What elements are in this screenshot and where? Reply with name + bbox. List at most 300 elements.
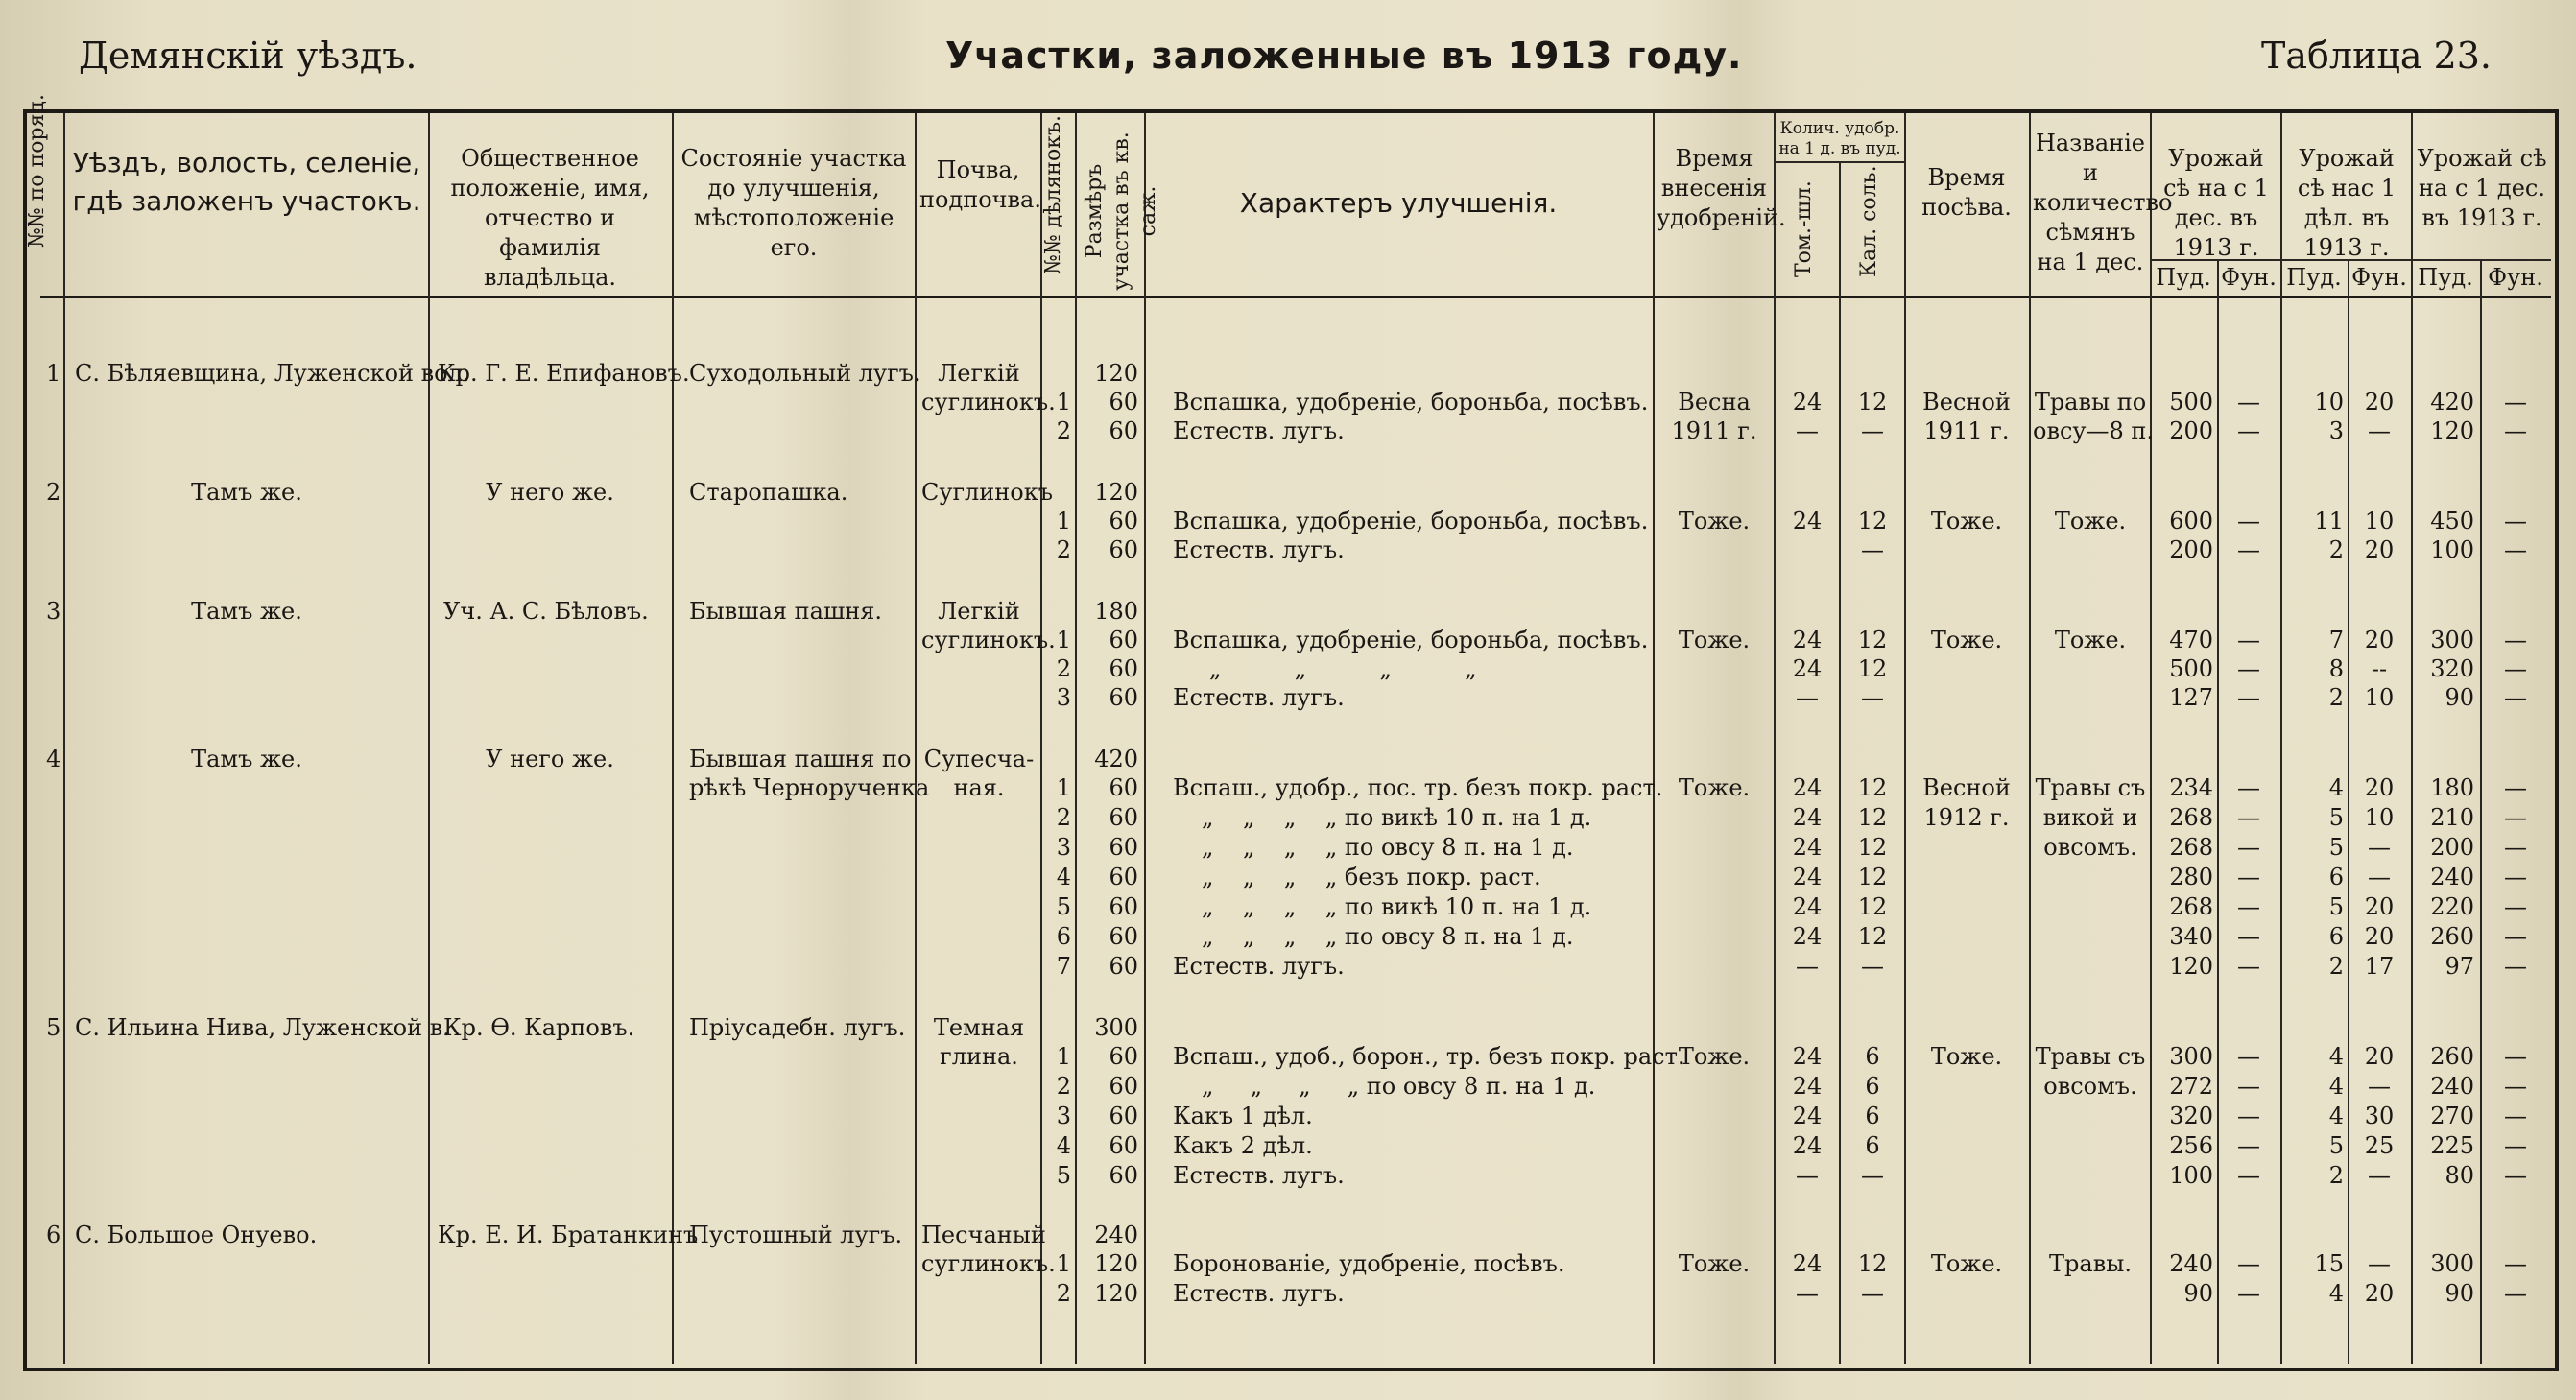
col-divider (1839, 161, 1841, 1364)
table-value: 12 (1857, 864, 1888, 890)
table-value: 10 (2364, 684, 2395, 711)
table-value: — (1796, 417, 1819, 444)
table-value: 5 (1056, 893, 1071, 920)
col-fert-header: Колич. удобр. на 1 д. въ пуд. (1778, 119, 1901, 158)
size-cell: 180 (1094, 598, 1138, 625)
table-value: — (2368, 1250, 2391, 1277)
time-cell: Тоже. (1678, 1043, 1751, 1070)
col-time-header: Время внесенія удобреній. (1657, 145, 1786, 231)
table-value: 11 (2314, 508, 2344, 534)
seeds-cell: Травы съ (2035, 774, 2146, 801)
fun-header: Фун. (2488, 264, 2543, 291)
time-cell: Тоже. (1678, 508, 1751, 534)
table-value: 6 (2328, 923, 2344, 950)
table-value: 5 (2328, 893, 2344, 920)
table-value: 240 (2430, 864, 2474, 890)
table-value: 80 (2445, 1162, 2474, 1189)
table-value: 2 (1056, 536, 1071, 563)
table-value: 10 (2364, 508, 2395, 534)
row-number: 2 (46, 479, 61, 506)
owner-cell: Уч. А. С. Бѣловъ. (443, 598, 649, 625)
table-value: — (2504, 627, 2527, 653)
table-value: — (2237, 804, 2260, 831)
page-title: Участки, заложенные въ 1913 году. (945, 35, 1743, 77)
character-cell: Вспаш., удоб., борон., тр. безъ покр. раст. (1173, 1043, 1685, 1070)
col-divider (1144, 113, 1146, 1364)
table-value: 24 (1792, 1250, 1823, 1277)
table-value: 300 (2169, 1043, 2213, 1070)
table-value: 20 (2364, 1043, 2395, 1070)
table-value: 7 (2328, 627, 2344, 653)
table-value: 2 (2328, 953, 2344, 980)
sow-time-cell: Весной (1922, 389, 2011, 415)
sow-time-cell: Весной (1922, 774, 2011, 801)
table-value: 1 (1056, 1250, 1071, 1277)
soil-cell: Легкій (938, 360, 1020, 387)
table-value: 20 (2364, 389, 2395, 415)
place-cell: Тамъ же. (191, 598, 302, 625)
col-divider (1075, 113, 1077, 1364)
col-place-header: Уѣздъ, волость, селеніе, гдѣ заложенъ участокъ. (72, 147, 421, 217)
state-cell: Бывшая пашня. (689, 598, 883, 625)
size-cell: 240 (1094, 1222, 1138, 1248)
owner-cell: У него же. (486, 746, 614, 772)
table-value: — (2237, 417, 2260, 444)
table-value: 225 (2430, 1132, 2474, 1159)
sow-time-cell: 1911 г. (1923, 417, 2010, 444)
table-value: — (2504, 1250, 2527, 1277)
table-value: 6 (2328, 864, 2344, 890)
table-value: 2 (2328, 684, 2344, 711)
size-cell: 120 (1094, 479, 1138, 506)
table-value: 4 (2328, 1073, 2344, 1100)
state-cell: Суходольный лугъ. (689, 360, 921, 387)
table-value: 1 (1056, 627, 1071, 653)
character-cell: Какъ 1 дѣл. (1173, 1103, 1313, 1129)
table-value: 6 (1865, 1043, 1880, 1070)
table-value: 12 (1857, 923, 1888, 950)
table-value: 24 (1792, 774, 1823, 801)
table-value: 268 (2169, 893, 2213, 920)
table-value: 500 (2169, 389, 2213, 415)
table-value: 30 (2364, 1103, 2395, 1129)
table-value: 12 (1857, 774, 1888, 801)
row-number: 6 (46, 1222, 61, 1248)
col-divider (2029, 113, 2031, 1364)
table-value: 12 (1857, 627, 1888, 653)
state-cell: Пріусадебн. лугъ. (689, 1014, 906, 1041)
table-value: — (2237, 655, 2260, 682)
table-value: — (2237, 1103, 2260, 1129)
table-value: 12 (1857, 893, 1888, 920)
table-value: — (2237, 864, 2260, 890)
table-value: 1 (1056, 1043, 1071, 1070)
size-cell: 300 (1094, 1014, 1138, 1041)
table-value: 60 (1109, 1073, 1138, 1100)
table-value: 272 (2169, 1073, 2213, 1100)
table-value: 12 (1857, 1250, 1888, 1277)
table-value: — (2504, 1043, 2527, 1070)
col-state-header: Состояніе участка до улучшенія, мѣстоположеніе его. (680, 145, 907, 261)
table-value: — (2504, 923, 2527, 950)
table-value: 3 (1056, 1103, 1071, 1129)
character-cell: „ „ „ „ (1209, 655, 1477, 682)
table-value: 2 (1056, 1073, 1071, 1100)
owner-cell: Кр. Е. И. Братанкинъ (438, 1222, 699, 1248)
table-value: 1 (1056, 389, 1071, 415)
soil-cell: ная. (953, 774, 1005, 801)
table-value: 4 (1056, 864, 1071, 890)
table-value: 470 (2169, 627, 2213, 653)
table-value: — (2237, 1132, 2260, 1159)
table-value: 4 (2328, 774, 2344, 801)
table-value: 12 (1857, 834, 1888, 861)
table-value: 6 (1865, 1103, 1880, 1129)
table-value: — (2237, 627, 2260, 653)
character-cell: Вспашка, удобреніе, бороньба, посѣвъ. (1173, 627, 1649, 653)
table-value: 60 (1109, 1132, 1138, 1159)
table-value: 12 (1857, 508, 1888, 534)
table-value: — (1796, 953, 1819, 980)
col-divider (915, 113, 917, 1364)
place-cell: Тамъ же. (191, 746, 302, 772)
col-fert-k-header: Кал. соль. (1857, 165, 1881, 277)
character-cell: Вспаш., удобр., пос. тр. безъ покр. раст. (1173, 774, 1663, 801)
table-value: — (1861, 1162, 1884, 1189)
table-value: 20 (2364, 1280, 2395, 1307)
table-value: 12 (1857, 389, 1888, 415)
table-value: 500 (2169, 655, 2213, 682)
col-divider (428, 113, 430, 1364)
table-value: 2 (2328, 1162, 2344, 1189)
table-value: 2 (1056, 804, 1071, 831)
table-value: 97 (2445, 953, 2474, 980)
table-value: — (2504, 508, 2527, 534)
table-value: 24 (1792, 893, 1823, 920)
table-value: 4 (2328, 1103, 2344, 1129)
table-value: 24 (1792, 655, 1823, 682)
table-value: — (1796, 684, 1819, 711)
sow-time-cell: Тоже. (1930, 1250, 2003, 1277)
character-cell: Вспашка, удобреніе, бороньба, посѣвъ. (1173, 508, 1649, 534)
table-value: 127 (2169, 684, 2213, 711)
table-value: 60 (1109, 389, 1138, 415)
character-cell: Естеств. лугъ. (1173, 536, 1345, 563)
table-value: — (2504, 834, 2527, 861)
table-value: 17 (2364, 953, 2395, 980)
table-value: 24 (1792, 389, 1823, 415)
character-cell: „ „ „ „ по викѣ 10 п. на 1 д. (1202, 893, 1592, 920)
character-cell: Естеств. лугъ. (1173, 1280, 1345, 1307)
table-value: 20 (2364, 923, 2395, 950)
size-cell: 120 (1094, 360, 1138, 387)
character-cell: Естеств. лугъ. (1173, 684, 1345, 711)
table-value: — (1861, 953, 1884, 980)
table-value: 100 (2169, 1162, 2213, 1189)
district-title: Демянскій уѣздъ. (79, 35, 417, 77)
table-value: — (2504, 417, 2527, 444)
table-value: 120 (2169, 953, 2213, 980)
table-value: — (2504, 1073, 2527, 1100)
table-value: — (1861, 1280, 1884, 1307)
seeds-cell: овсомъ. (2043, 1073, 2137, 1100)
table-value: 270 (2430, 1103, 2474, 1129)
table-value: 260 (2430, 1043, 2474, 1070)
row-number: 4 (46, 746, 61, 772)
table-value: — (2237, 923, 2260, 950)
table-value: 60 (1109, 834, 1138, 861)
table-value: -- (2371, 655, 2388, 682)
table-value: — (2237, 953, 2260, 980)
time-cell: Тоже. (1678, 1250, 1751, 1277)
table-value: 60 (1109, 804, 1138, 831)
table-value: — (2504, 684, 2527, 711)
table-value: — (2237, 834, 2260, 861)
seeds-cell: Тоже. (2054, 627, 2127, 653)
character-cell: „ „ „ „ по овсу 8 п. на 1 д. (1202, 1073, 1596, 1100)
state-cell: Пустошный лугъ. (689, 1222, 903, 1248)
table-value: 3 (1056, 834, 1071, 861)
table-value: — (1796, 1162, 1819, 1189)
table-value: 90 (2445, 684, 2474, 711)
place-cell: Тамъ же. (191, 479, 302, 506)
col-size-header: Размѣръ участка въ кв. саж. (1083, 131, 1160, 291)
col-soil-header: Почва, подпочва. (919, 156, 1041, 213)
table-value: 24 (1792, 1073, 1823, 1100)
pud-header: Пуд. (2156, 264, 2211, 291)
table-value: 2 (1056, 417, 1071, 444)
character-cell: Вспашка, удобреніе, бороньба, посѣвъ. (1173, 389, 1649, 415)
table-value: 200 (2430, 834, 2474, 861)
table-value: — (2237, 1073, 2260, 1100)
time-cell: 1911 г. (1671, 417, 1757, 444)
table-value: 256 (2169, 1132, 2213, 1159)
col-num-header: №№ по поряд. (25, 94, 49, 248)
table-value: 5 (2328, 804, 2344, 831)
table-value: 1 (1056, 774, 1071, 801)
col-owner-header: Общественное положеніе, имя, отчество и фамилія владѣльца. (450, 145, 650, 291)
table-value: 12 (1857, 804, 1888, 831)
table-value: 60 (1109, 417, 1138, 444)
soil-cell: Супесча- (923, 746, 1035, 772)
col-divider (2280, 113, 2282, 1364)
seeds-cell: овсомъ. (2043, 834, 2137, 861)
table-value: 240 (2169, 1250, 2213, 1277)
soil-cell: Песчаный (921, 1222, 1046, 1248)
table-value: 20 (2364, 627, 2395, 653)
table-value: 20 (2364, 774, 2395, 801)
soil-cell: суглинокъ. (921, 1250, 1056, 1277)
table-value: — (2504, 893, 2527, 920)
table-value: — (2504, 536, 2527, 563)
time-cell: Тоже. (1678, 774, 1751, 801)
table-value: 60 (1109, 1043, 1138, 1070)
table-value: — (2237, 1250, 2260, 1277)
character-cell: Естеств. лугъ. (1173, 1162, 1345, 1189)
table-value: — (2237, 684, 2260, 711)
table-value: 320 (2169, 1103, 2213, 1129)
sow-time-cell: Тоже. (1930, 508, 2003, 534)
place-cell: С. Большое Онуево. (75, 1222, 318, 1248)
row-number: 1 (46, 360, 61, 387)
owner-cell: Кр. Г. Е. Епифановъ. (438, 360, 690, 387)
table-value: 280 (2169, 864, 2213, 890)
table-value: 60 (1109, 684, 1138, 711)
table-value: 450 (2430, 508, 2474, 534)
character-cell: „ „ „ „ по овсу 8 п. на 1 д. (1202, 834, 1574, 861)
table-value: 24 (1792, 864, 1823, 890)
table-value: 1 (1056, 508, 1071, 534)
col-character-header: Характеръ улучшенія. (1239, 187, 1558, 219)
col-divider (2150, 113, 2152, 1364)
table-value: 120 (1094, 1280, 1138, 1307)
table-value: — (2237, 1043, 2260, 1070)
table-value: 90 (2445, 1280, 2474, 1307)
table-value: — (2368, 417, 2391, 444)
table-value: — (2504, 864, 2527, 890)
seeds-cell: Травы по (2034, 389, 2147, 415)
col-divider (1904, 113, 1906, 1364)
table-value: 24 (1792, 508, 1823, 534)
row-number: 3 (46, 598, 61, 625)
table-value: 24 (1792, 804, 1823, 831)
seeds-cell: Травы съ (2035, 1043, 2146, 1070)
table-value: — (2237, 1280, 2260, 1307)
table-value: 3 (1056, 684, 1071, 711)
col-divider (2411, 113, 2413, 1364)
table-value: 268 (2169, 804, 2213, 831)
soil-cell: Легкій (938, 598, 1020, 625)
seeds-cell: овсу—8 п. (2033, 417, 2155, 444)
table-value: — (2504, 389, 2527, 415)
table-value: 60 (1109, 774, 1138, 801)
table-value: 5 (2328, 1132, 2344, 1159)
size-cell: 420 (1094, 746, 1138, 772)
fun-header: Фун. (2221, 264, 2277, 291)
table-value: 15 (2314, 1250, 2344, 1277)
table-value: — (2504, 1280, 2527, 1307)
table-value: 24 (1792, 1103, 1823, 1129)
table-value: 600 (2169, 508, 2213, 534)
col-divider (672, 113, 674, 1364)
sow-time-cell: 1912 г. (1923, 804, 2010, 831)
state-cell: Старопашка. (689, 479, 848, 506)
col-fert-t-header: Том.-шл. (1792, 180, 1816, 277)
table-value: 25 (2364, 1132, 2395, 1159)
table-value: — (2237, 389, 2260, 415)
soil-cell: Суглинокъ (921, 479, 1054, 506)
table-value: 4 (2328, 1043, 2344, 1070)
table-value: 24 (1792, 923, 1823, 950)
table-value: 2 (1056, 655, 1071, 682)
table-value: — (2368, 1162, 2391, 1189)
sow-time-cell: Тоже. (1930, 1043, 2003, 1070)
table-value: 7 (1056, 953, 1071, 980)
time-cell: Весна (1678, 389, 1751, 415)
table-value: — (2504, 1132, 2527, 1159)
character-cell: Естеств. лугъ. (1173, 953, 1345, 980)
sub-header-rule (1774, 161, 1904, 163)
place-cell: С. Бѣляевщина, Луженской вол. (75, 360, 470, 387)
col-divider (63, 113, 65, 1364)
table-value: 210 (2430, 804, 2474, 831)
table-value: 200 (2169, 417, 2213, 444)
table-value: 60 (1109, 923, 1138, 950)
table-value: 200 (2169, 536, 2213, 563)
table-value: 60 (1109, 627, 1138, 653)
table-value: 300 (2430, 1250, 2474, 1277)
table-value: 60 (1109, 1162, 1138, 1189)
table-value: 90 (2183, 1280, 2213, 1307)
table-value: 4 (1056, 1132, 1071, 1159)
table-value: — (2237, 1162, 2260, 1189)
table-value: 260 (2430, 923, 2474, 950)
table-value: 320 (2430, 655, 2474, 682)
col-divider (2480, 259, 2482, 1364)
place-cell: С. Ильина Нива, Луженской в. (75, 1014, 450, 1041)
col-divider (1653, 113, 1655, 1364)
table-value: — (2368, 834, 2391, 861)
seeds-cell: Тоже. (2054, 508, 2127, 534)
header-rule (40, 296, 2551, 298)
table-value: — (2504, 1162, 2527, 1189)
table-value: 24 (1792, 1132, 1823, 1159)
soil-cell: суглинокъ. (921, 627, 1056, 653)
table-value: 220 (2430, 893, 2474, 920)
table-value: 60 (1109, 1103, 1138, 1129)
soil-cell: Темная (933, 1014, 1025, 1041)
col-yield2-header: Урожай сѣ нас 1 дѣл. въ 1913 г. (2297, 145, 2397, 261)
character-cell: Боронованіе, удобреніе, посѣвъ. (1173, 1250, 1565, 1277)
character-cell: Какъ 2 дѣл. (1173, 1132, 1313, 1159)
table-value: 60 (1109, 655, 1138, 682)
table-value: 60 (1109, 536, 1138, 563)
table-value: — (1861, 417, 1884, 444)
table-value: 20 (2364, 893, 2395, 920)
character-cell: „ „ „ „ безъ покр. раст. (1202, 864, 1541, 890)
state-cell: рѣкѣ Чернорученка (689, 774, 930, 801)
seeds-cell: викой и (2042, 804, 2138, 831)
soil-cell: суглинокъ. (921, 389, 1056, 415)
col-divider (1040, 113, 1042, 1364)
table-value: 5 (1056, 1162, 1071, 1189)
table-value: 100 (2430, 536, 2474, 563)
table-value: 10 (2314, 389, 2344, 415)
table-value: — (1861, 684, 1884, 711)
table-value: 60 (1109, 953, 1138, 980)
table-value: 340 (2169, 923, 2213, 950)
table-value: 240 (2430, 1073, 2474, 1100)
table-value: 6 (1865, 1073, 1880, 1100)
character-cell: Естеств. лугъ. (1173, 417, 1345, 444)
pud-header: Пуд. (2418, 264, 2473, 291)
table-value: 20 (2364, 536, 2395, 563)
col-plots-header: №№ дѣлянокъ. (1041, 115, 1065, 274)
sow-time-cell: Тоже. (1930, 627, 2003, 653)
table-value: 12 (1857, 655, 1888, 682)
table-value: 8 (2328, 655, 2344, 682)
table-value: 60 (1109, 864, 1138, 890)
time-cell: Тоже. (1678, 627, 1751, 653)
row-number: 5 (46, 1014, 61, 1041)
table-value: — (2504, 1103, 2527, 1129)
table-value: 24 (1792, 627, 1823, 653)
table-value: — (2504, 804, 2527, 831)
character-cell: „ „ „ „ по викѣ 10 п. на 1 д. (1202, 804, 1592, 831)
table-value: — (1861, 536, 1884, 563)
table-value: — (2504, 774, 2527, 801)
table-value: 120 (1094, 1250, 1138, 1277)
